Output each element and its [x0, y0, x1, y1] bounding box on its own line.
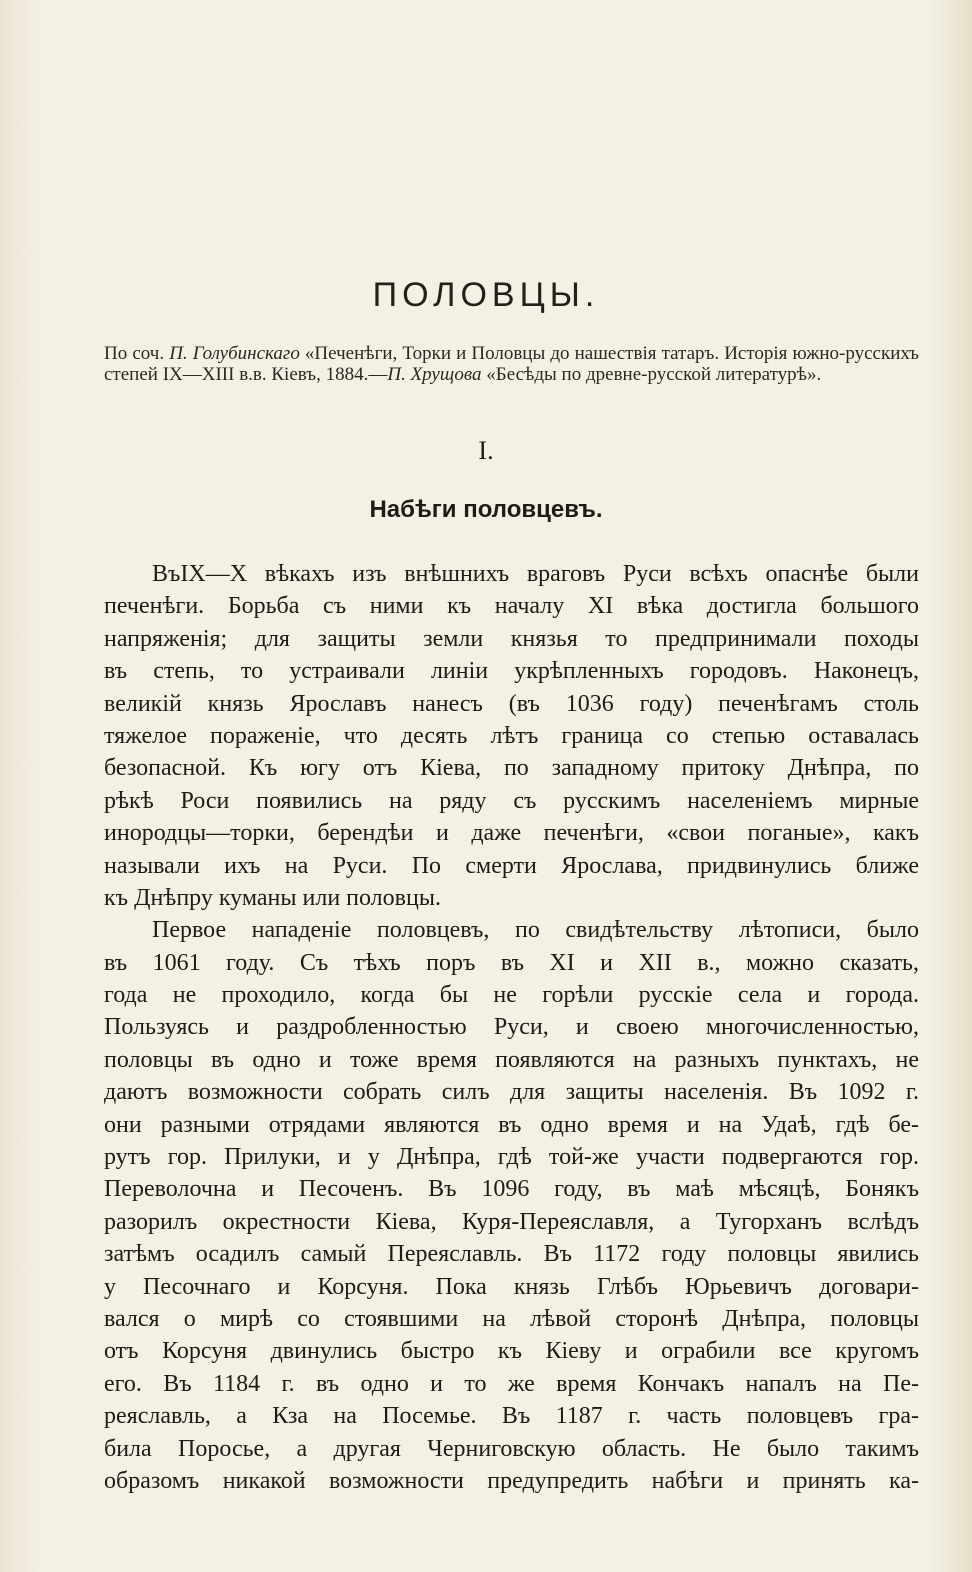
text-line: печенѣги. Борьба съ ними къ началу XI вѣка достигла большого — [104, 593, 919, 620]
text-line: Переволочна и Песоченъ. Въ 1096 году, въ маѣ мѣсяцѣ, Бонякъ — [104, 1176, 919, 1203]
source-work-2: «Бесѣды по древне-русской литературѣ». — [481, 364, 822, 385]
text-line: года не проходило, когда бы не горѣли русскіе села и города. — [104, 982, 919, 1009]
text-line: его. Въ 1184 г. въ одно и то же время Кончакъ напалъ на Пе- — [104, 1370, 919, 1397]
text-line: вался о мирѣ со стоявшими на лѣвой сторонѣ Днѣпра, половцы — [104, 1305, 919, 1332]
text-line: напряженія; для защиты земли князья то предпринимали походы — [104, 625, 919, 652]
source-note — [104, 343, 919, 385]
paragraph — [104, 914, 919, 1497]
text-line: они разными отрядами являются въ одно время и на Удаѣ, гдѣ бе- — [104, 1111, 919, 1138]
text-line: реяславль, а Кза на Посемье. Въ 1187 г. часть половцевъ гра- — [104, 1403, 919, 1430]
text-line: великій князь Ярославъ нанесъ (въ 1036 году) печенѣгамъ столь — [104, 690, 919, 717]
text-line: образомъ никакой возможности предупредить набѣги и принять ка- — [104, 1467, 919, 1494]
text-line: даютъ возможности собрать силъ для защиты населенія. Въ 1092 г. — [104, 1079, 919, 1106]
text-line: безопасной. Къ югу отъ Кіева, по западному притоку Днѣпра, по — [104, 755, 919, 782]
text-line: рутъ гор. Прилуки, и у Днѣпра, гдѣ той-же участи подвергаются гор. — [104, 1144, 919, 1171]
source-author-2: П. Хрущова — [387, 364, 482, 385]
source-work-1: «Печенѣги, Торки и Половцы до нашествія татаръ. Исторія южно-русскихъ степей IX—XIII в.в. Кіевъ, 1884.— — [104, 343, 919, 385]
text-line: инородцы—торки, берендѣи и даже печенѣги, «свои поганые», какъ — [104, 820, 919, 847]
text-line: рѣкѣ Роси появились на ряду съ русскимъ населеніемъ мирные — [104, 787, 919, 814]
text-line: разорилъ окрестности Кіева, Куря-Переяславля, а Тугорханъ вслѣдъ — [104, 1208, 919, 1235]
paragraph — [104, 558, 919, 914]
text-line: била Поросье, а другая Черниговскую область. Не было такимъ — [104, 1435, 919, 1462]
text-line: къ Днѣпру куманы или половцы. — [104, 884, 441, 911]
section-number: I. — [478, 436, 494, 465]
text-line: отъ Корсуня двинулись быстро къ Кіеву и ограбили все кругомъ — [104, 1338, 919, 1365]
text-line: Первое нападеніе половцевъ, по свидѣтельству лѣтописи, было — [152, 917, 919, 944]
text-line: у Песочнаго и Корсуня. Пока князь Глѣбъ Юрьевичъ договари- — [104, 1273, 919, 1300]
text-line: половцы въ одно и тоже время появляются на разныхъ пунктахъ, не — [104, 1046, 919, 1073]
source-author-1: П. Голубинскаго — [169, 343, 300, 364]
text-line: называли ихъ на Руси. По смерти Ярослава, придвинулись ближе — [104, 852, 919, 879]
text-line: въ степь, то устраивали линіи укрѣпленныхъ городовъ. Наконецъ, — [104, 658, 919, 685]
text-line: тяжелое пораженіе, что десять лѣтъ граница со степью оставалась — [104, 722, 919, 749]
text-line: ВъIX—X вѣкахъ изъ внѣшнихъ враговъ Руси всѣхъ опаснѣе были — [152, 561, 919, 587]
text-line: въ 1061 году. Съ тѣхъ поръ въ XI и XII в., можно сказать, — [104, 949, 919, 976]
text-line: затѣмъ осадилъ самый Переяславль. Въ 1172 году половцы явились — [104, 1241, 919, 1268]
text-line: Пользуясь и раздробленностью Руси, и своею многочисленностью, — [104, 1014, 919, 1041]
section-heading: Набѣги половцевъ. — [369, 496, 603, 523]
page-title: ПОЛОВЦЫ. — [372, 276, 600, 314]
source-prefix: По соч. — [104, 343, 170, 364]
body-text — [104, 558, 919, 1497]
